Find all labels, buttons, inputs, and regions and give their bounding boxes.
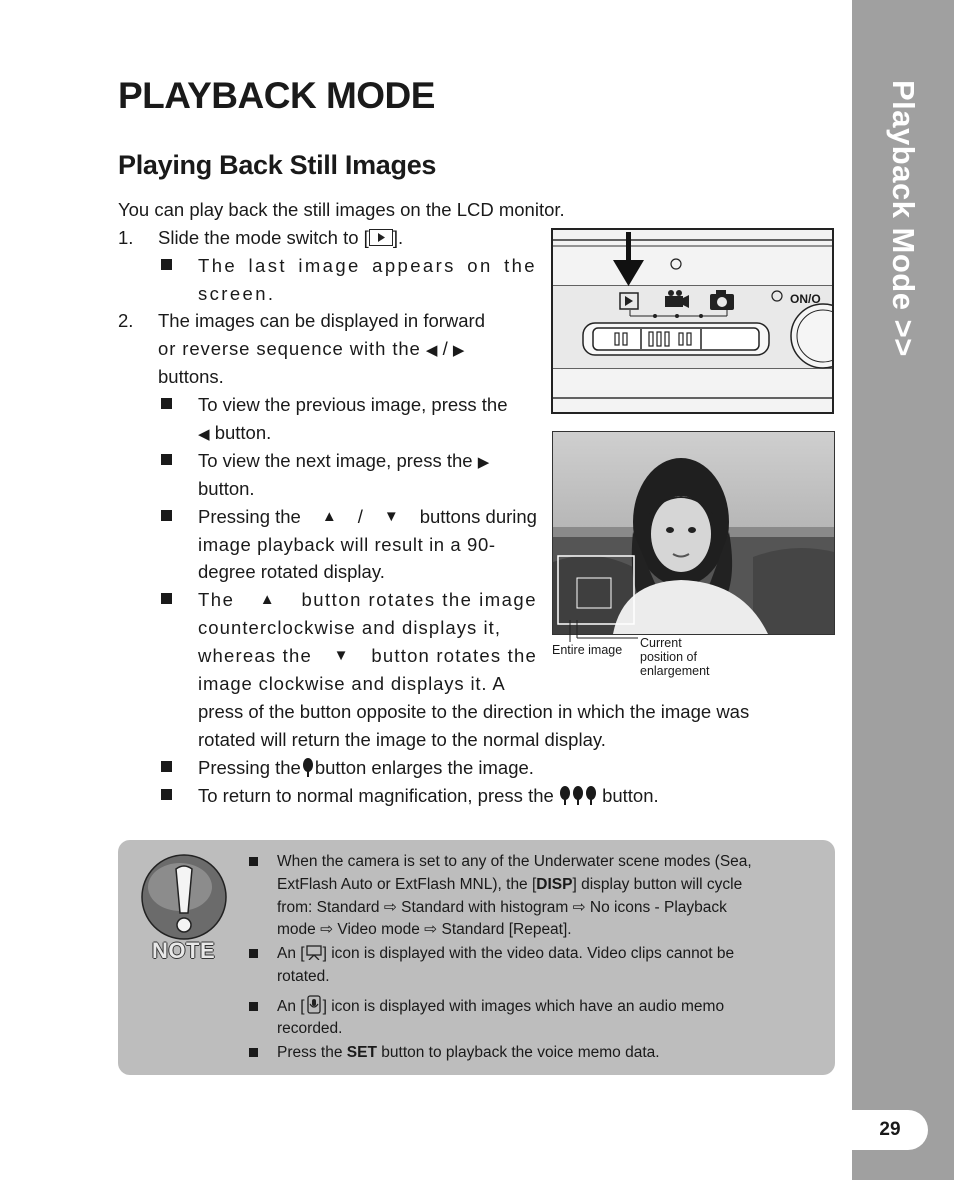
note-text: rotated. xyxy=(277,968,330,985)
bullet-square xyxy=(161,761,172,772)
bullet-text: image playback will result in a 90- xyxy=(198,534,496,555)
bullet-text: button. xyxy=(198,478,255,499)
note-text: Press the SET button to playback the voice memo data. xyxy=(277,1044,660,1061)
note-text: recorded. xyxy=(277,1020,343,1037)
arrow-icon: ⇨ xyxy=(424,921,438,938)
up-arrow-icon: ▲ xyxy=(259,591,277,608)
note-text: from: Standard ⇨ Standard with histogram ⇨ No icons - Playback xyxy=(277,899,727,916)
down-arrow-icon: ▼ xyxy=(383,508,399,525)
bullet-text: To return to normal magnification, press the button. xyxy=(198,785,659,806)
left-arrow-icon: ◀ xyxy=(425,342,438,359)
bullet-square xyxy=(249,1002,258,1011)
right-arrow-icon: ▶ xyxy=(452,342,465,359)
bullet-square xyxy=(249,949,258,958)
intro-text: You can play back the still images on the LCD monitor. xyxy=(118,199,565,220)
bullet-square xyxy=(161,398,172,409)
right-arrow-icon: ▶ xyxy=(477,454,490,471)
arrow-icon: ⇨ xyxy=(572,899,586,916)
note-text: An [ ] icon is displayed with the video data. Video clips cannot be xyxy=(277,945,735,962)
bullet-text: Pressing the button enlarges the image. xyxy=(198,757,534,778)
caption-current: enlargement xyxy=(640,664,710,678)
video-clip-icon xyxy=(305,944,323,960)
step-number: 2. xyxy=(118,310,134,331)
bullet-square xyxy=(161,454,172,465)
step-number: 1. xyxy=(118,227,134,248)
left-arrow-icon: ◀ xyxy=(198,426,210,443)
bullet-square xyxy=(161,789,172,800)
bullet-text: The last image appears on the screen. xyxy=(198,255,537,304)
page-number: 29 xyxy=(852,1110,928,1150)
bullet-text: ◀ button. xyxy=(198,422,272,443)
on-off-label: ON/O xyxy=(790,292,821,306)
zoom-wide-icon xyxy=(559,785,597,805)
note-text: mode ⇨ Video mode ⇨ Standard [Repeat]. xyxy=(277,921,572,938)
step-2-line: buttons. xyxy=(158,366,224,387)
caption-current: Current xyxy=(640,636,682,650)
zoom-tele-icon xyxy=(302,757,314,777)
bullet-text: press of the button opposite to the direction in which the image was xyxy=(198,701,750,722)
caption-current: position of xyxy=(640,650,697,664)
arrow-icon: ⇨ xyxy=(320,921,334,938)
down-arrow-icon: ▼ xyxy=(333,647,350,664)
warning-icon xyxy=(140,853,228,941)
note-label: NOTE xyxy=(152,938,216,963)
bullet-text: image clockwise and displays it. A xyxy=(198,673,506,694)
up-arrow-icon: ▲ xyxy=(321,508,337,525)
note-text: An [ ] icon is displayed with images which have an audio memo xyxy=(277,995,724,1018)
playback-icon xyxy=(369,229,393,246)
step-2-line: or reverse sequence with the ◀ / ▶ xyxy=(158,338,465,359)
bullet-square xyxy=(249,1048,258,1057)
bullet-square xyxy=(161,510,172,521)
mode-switch-illustration xyxy=(551,228,834,414)
bullet-square xyxy=(249,857,258,866)
bullet-text: whereas the ▼ button rotates the xyxy=(198,642,537,670)
note-text: ExtFlash Auto or ExtFlash MNL), the [DISP] display button will cycle xyxy=(277,876,743,893)
section-title: Playing Back Still Images xyxy=(118,150,437,180)
caption-entire-image: Entire image xyxy=(552,643,623,657)
bullet-square xyxy=(161,259,172,270)
step-1: Slide the mode switch to [ ]. xyxy=(158,227,404,248)
step-2-line: The images can be displayed in forward xyxy=(158,310,486,331)
bullet-text: Pressing the ▲ / ▼ buttons during xyxy=(198,503,537,531)
note-text: When the camera is set to any of the Underwater scene modes (Sea, xyxy=(277,853,752,870)
bullet-text: To view the next image, press the ▶ xyxy=(198,450,490,471)
arrow-icon: ⇨ xyxy=(383,899,397,916)
bullet-square xyxy=(161,593,172,604)
bullet-text: To view the previous image, press the xyxy=(198,394,508,415)
sidebar-title: Playback Mode >> xyxy=(886,80,921,357)
page-title: PLAYBACK MODE xyxy=(118,75,435,116)
bullet-text: rotated will return the image to the normal display. xyxy=(198,729,606,750)
bullet-text: The ▲ button rotates the image xyxy=(198,586,537,614)
enlarged-photo-illustration xyxy=(552,431,835,635)
bullet-text: counterclockwise and displays it, xyxy=(198,617,502,638)
audio-memo-icon xyxy=(305,995,323,1015)
bullet-text: degree rotated display. xyxy=(198,561,385,582)
